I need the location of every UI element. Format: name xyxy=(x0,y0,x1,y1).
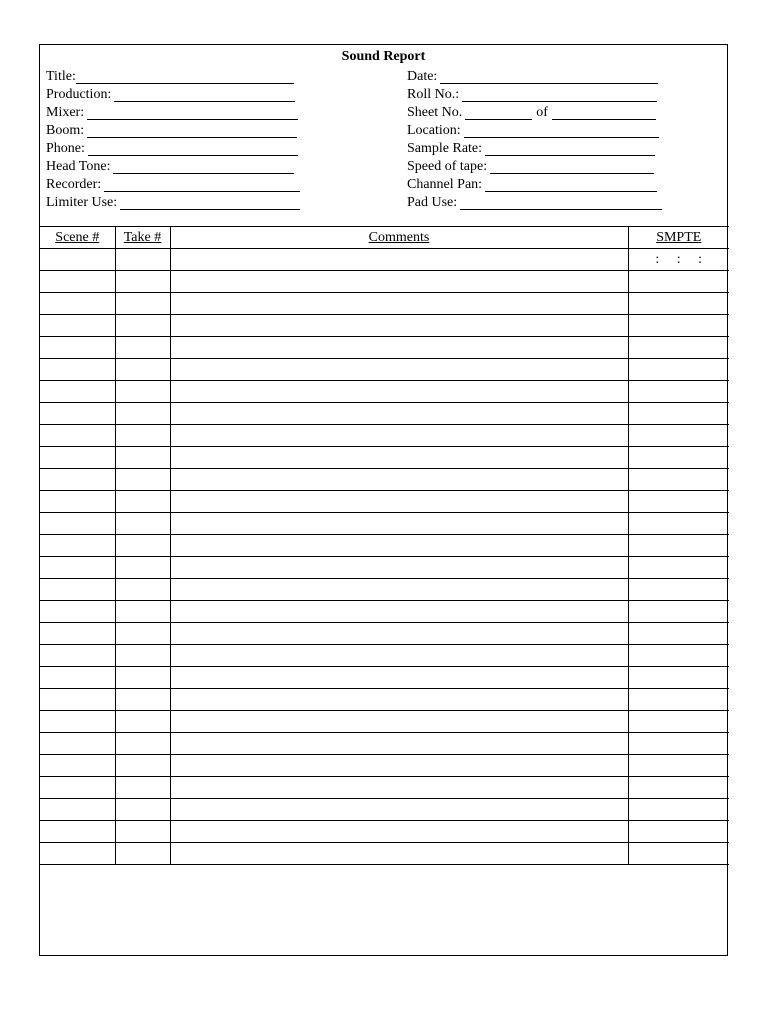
report-title: Sound Report xyxy=(341,49,426,64)
scene-cell[interactable] xyxy=(40,271,115,293)
comments-cell[interactable] xyxy=(170,601,628,623)
field-label: Head Tone: xyxy=(46,159,111,174)
comments-cell[interactable] xyxy=(170,293,628,315)
field-line xyxy=(485,143,655,156)
field-label: Limiter Use: xyxy=(46,195,118,210)
comments-cell[interactable] xyxy=(170,799,628,821)
smpte-cell[interactable]: : : : xyxy=(628,249,729,271)
scene-cell[interactable] xyxy=(40,535,115,557)
scene-cell[interactable] xyxy=(40,425,115,447)
table-header-row xyxy=(40,227,729,249)
smpte-cell[interactable] xyxy=(628,645,729,667)
take-cell[interactable] xyxy=(115,821,170,843)
smpte-column-header: SMPTE xyxy=(628,227,729,249)
scene-cell[interactable] xyxy=(40,337,115,359)
production-field[interactable] xyxy=(46,85,295,103)
sheet-no-line xyxy=(465,107,532,120)
smpte-cell[interactable] xyxy=(628,403,729,425)
take-cell[interactable] xyxy=(115,403,170,425)
scene-cell[interactable] xyxy=(40,755,115,777)
table-row xyxy=(40,711,729,733)
field-line xyxy=(87,125,297,138)
smpte-cell[interactable] xyxy=(628,821,729,843)
mixer-field[interactable] xyxy=(46,103,298,121)
field-label: Production: xyxy=(46,87,112,102)
field-line xyxy=(87,107,298,120)
take-cell[interactable] xyxy=(115,359,170,381)
field-line xyxy=(460,197,662,210)
take-cell[interactable] xyxy=(115,447,170,469)
table-row xyxy=(40,755,729,777)
smpte-cell[interactable] xyxy=(628,689,729,711)
scene-cell[interactable] xyxy=(40,249,115,271)
field-label: Sample Rate: xyxy=(407,141,483,156)
comments-cell[interactable] xyxy=(170,689,628,711)
table-row xyxy=(40,425,729,447)
table-row xyxy=(40,491,729,513)
comments-cell[interactable] xyxy=(170,381,628,403)
pad-use-field[interactable] xyxy=(407,193,662,211)
field-line xyxy=(76,71,294,84)
smpte-cell[interactable] xyxy=(628,843,729,865)
comments-cell[interactable] xyxy=(170,755,628,777)
field-label: Recorder: xyxy=(46,177,102,192)
table-row xyxy=(40,403,729,425)
take-cell[interactable] xyxy=(115,249,170,271)
smpte-cell[interactable] xyxy=(628,491,729,513)
speed-of-tape-field[interactable] xyxy=(407,157,654,175)
comments-cell[interactable] xyxy=(170,491,628,513)
scene-cell[interactable] xyxy=(40,799,115,821)
scene-cell[interactable] xyxy=(40,513,115,535)
smpte-cell[interactable] xyxy=(628,623,729,645)
take-cell[interactable] xyxy=(115,381,170,403)
smpte-cell[interactable] xyxy=(628,755,729,777)
table-row xyxy=(40,381,729,403)
scene-cell[interactable] xyxy=(40,623,115,645)
table-row xyxy=(40,843,729,865)
phone-field[interactable] xyxy=(46,139,298,157)
field-line xyxy=(88,143,298,156)
scene-cell[interactable] xyxy=(40,447,115,469)
field-label: Date: xyxy=(407,69,438,84)
scene-cell[interactable] xyxy=(40,579,115,601)
smpte-cell[interactable] xyxy=(628,777,729,799)
take-cell[interactable] xyxy=(115,777,170,799)
field-label: Title: xyxy=(46,69,76,84)
scene-cell[interactable] xyxy=(40,557,115,579)
scene-cell[interactable] xyxy=(40,403,115,425)
comments-cell[interactable] xyxy=(170,579,628,601)
head-tone-field[interactable] xyxy=(46,157,294,175)
smpte-cell[interactable] xyxy=(628,447,729,469)
take-cell[interactable] xyxy=(115,579,170,601)
field-line xyxy=(114,89,295,102)
scene-cell[interactable] xyxy=(40,293,115,315)
title-field[interactable] xyxy=(46,67,294,85)
scene-cell[interactable] xyxy=(40,667,115,689)
table-row xyxy=(40,689,729,711)
take-cell[interactable] xyxy=(115,601,170,623)
field-line xyxy=(113,161,294,174)
take-cell[interactable] xyxy=(115,799,170,821)
table-row xyxy=(40,535,729,557)
scene-column-header: Scene # xyxy=(40,227,115,249)
table-row xyxy=(40,249,729,271)
scene-cell[interactable] xyxy=(40,711,115,733)
field-label: Location: xyxy=(407,123,461,138)
smpte-cell[interactable] xyxy=(628,271,729,293)
smpte-cell[interactable] xyxy=(628,799,729,821)
table-row xyxy=(40,315,729,337)
scene-cell[interactable] xyxy=(40,689,115,711)
field-label: Channel Pan: xyxy=(407,177,483,192)
smpte-cell[interactable] xyxy=(628,293,729,315)
smpte-cell[interactable] xyxy=(628,667,729,689)
take-cell[interactable] xyxy=(115,491,170,513)
take-cell[interactable] xyxy=(115,513,170,535)
comments-cell[interactable] xyxy=(170,821,628,843)
comments-cell[interactable] xyxy=(170,667,628,689)
field-line xyxy=(462,89,657,102)
take-cell[interactable] xyxy=(115,645,170,667)
smpte-cell[interactable] xyxy=(628,315,729,337)
comments-cell[interactable] xyxy=(170,249,628,271)
table-row xyxy=(40,469,729,491)
smpte-cell[interactable] xyxy=(628,359,729,381)
comments-cell[interactable] xyxy=(170,447,628,469)
take-log-body xyxy=(40,249,729,865)
field-line xyxy=(440,71,658,84)
field-label: Boom: xyxy=(46,123,85,138)
comments-cell[interactable] xyxy=(170,733,628,755)
recorder-field[interactable] xyxy=(46,175,300,193)
comments-cell[interactable] xyxy=(170,711,628,733)
comments-cell[interactable] xyxy=(170,535,628,557)
field-line xyxy=(485,179,657,192)
take-cell[interactable] xyxy=(115,271,170,293)
comments-cell[interactable] xyxy=(170,469,628,491)
scene-cell[interactable] xyxy=(40,843,115,865)
table-row xyxy=(40,601,729,623)
take-cell[interactable] xyxy=(115,667,170,689)
table-row xyxy=(40,799,729,821)
scene-cell[interactable] xyxy=(40,645,115,667)
field-line xyxy=(490,161,654,174)
field-label: Mixer: xyxy=(46,105,85,120)
table-row xyxy=(40,513,729,535)
table-row xyxy=(40,557,729,579)
table-row xyxy=(40,447,729,469)
table-row xyxy=(40,645,729,667)
table-row xyxy=(40,623,729,645)
field-line xyxy=(120,197,300,210)
smpte-cell[interactable] xyxy=(628,425,729,447)
table-row xyxy=(40,667,729,689)
comments-cell[interactable] xyxy=(170,315,628,337)
limiter-use-field[interactable] xyxy=(46,193,300,211)
comments-cell[interactable] xyxy=(170,403,628,425)
table-row xyxy=(40,271,729,293)
scene-cell[interactable] xyxy=(40,381,115,403)
scene-cell[interactable] xyxy=(40,821,115,843)
field-label: Pad Use: xyxy=(407,195,458,210)
comments-cell[interactable] xyxy=(170,425,628,447)
comments-cell[interactable] xyxy=(170,359,628,381)
comments-cell[interactable] xyxy=(170,557,628,579)
take-cell[interactable] xyxy=(115,337,170,359)
comments-cell[interactable] xyxy=(170,843,628,865)
comments-column-header: Comments xyxy=(170,227,628,249)
field-label: Speed of tape: xyxy=(407,159,488,174)
take-cell[interactable] xyxy=(115,689,170,711)
comments-cell[interactable] xyxy=(170,513,628,535)
take-cell[interactable] xyxy=(115,623,170,645)
table-row xyxy=(40,293,729,315)
field-label: Sheet No. xyxy=(407,105,463,120)
comments-cell[interactable] xyxy=(170,623,628,645)
smpte-cell[interactable] xyxy=(628,557,729,579)
of-label: of xyxy=(536,105,548,120)
table-row xyxy=(40,359,729,381)
take-cell[interactable] xyxy=(115,755,170,777)
table-row xyxy=(40,777,729,799)
table-row xyxy=(40,579,729,601)
smpte-cell[interactable] xyxy=(628,469,729,491)
smpte-cell[interactable] xyxy=(628,601,729,623)
sample-rate-field[interactable] xyxy=(407,139,655,157)
comments-cell[interactable] xyxy=(170,645,628,667)
location-field[interactable] xyxy=(407,121,659,139)
scene-cell[interactable] xyxy=(40,777,115,799)
smpte-cell[interactable] xyxy=(628,733,729,755)
table-row xyxy=(40,821,729,843)
sound-report-sheet xyxy=(39,44,728,956)
take-cell[interactable] xyxy=(115,557,170,579)
take-cell[interactable] xyxy=(115,733,170,755)
take-cell[interactable] xyxy=(115,535,170,557)
scene-cell[interactable] xyxy=(40,733,115,755)
comments-cell[interactable] xyxy=(170,337,628,359)
take-cell[interactable] xyxy=(115,425,170,447)
scene-cell[interactable] xyxy=(40,315,115,337)
field-line xyxy=(464,125,659,138)
boom-field[interactable] xyxy=(46,121,297,139)
take-cell[interactable] xyxy=(115,293,170,315)
smpte-cell[interactable] xyxy=(628,513,729,535)
field-label: Roll No.: xyxy=(407,87,460,102)
smpte-cell[interactable] xyxy=(628,337,729,359)
scene-cell[interactable] xyxy=(40,491,115,513)
sheet-total-line xyxy=(552,107,656,120)
scene-cell[interactable] xyxy=(40,601,115,623)
date-field[interactable] xyxy=(407,67,658,85)
scene-cell[interactable] xyxy=(40,469,115,491)
take-cell[interactable] xyxy=(115,843,170,865)
sheet-no-field[interactable] xyxy=(407,103,656,121)
take-log-table xyxy=(40,226,729,865)
smpte-cell[interactable] xyxy=(628,381,729,403)
channel-pan-field[interactable] xyxy=(407,175,657,193)
table-row xyxy=(40,733,729,755)
take-cell[interactable] xyxy=(115,469,170,491)
field-line xyxy=(104,179,300,192)
comments-cell[interactable] xyxy=(170,271,628,293)
roll-no-field[interactable] xyxy=(407,85,657,103)
take-cell[interactable] xyxy=(115,711,170,733)
table-row xyxy=(40,337,729,359)
smpte-cell[interactable] xyxy=(628,711,729,733)
take-cell[interactable] xyxy=(115,315,170,337)
comments-cell[interactable] xyxy=(170,777,628,799)
smpte-cell[interactable] xyxy=(628,535,729,557)
field-label: Phone: xyxy=(46,141,85,156)
scene-cell[interactable] xyxy=(40,359,115,381)
take-column-header: Take # xyxy=(115,227,170,249)
smpte-cell[interactable] xyxy=(628,579,729,601)
